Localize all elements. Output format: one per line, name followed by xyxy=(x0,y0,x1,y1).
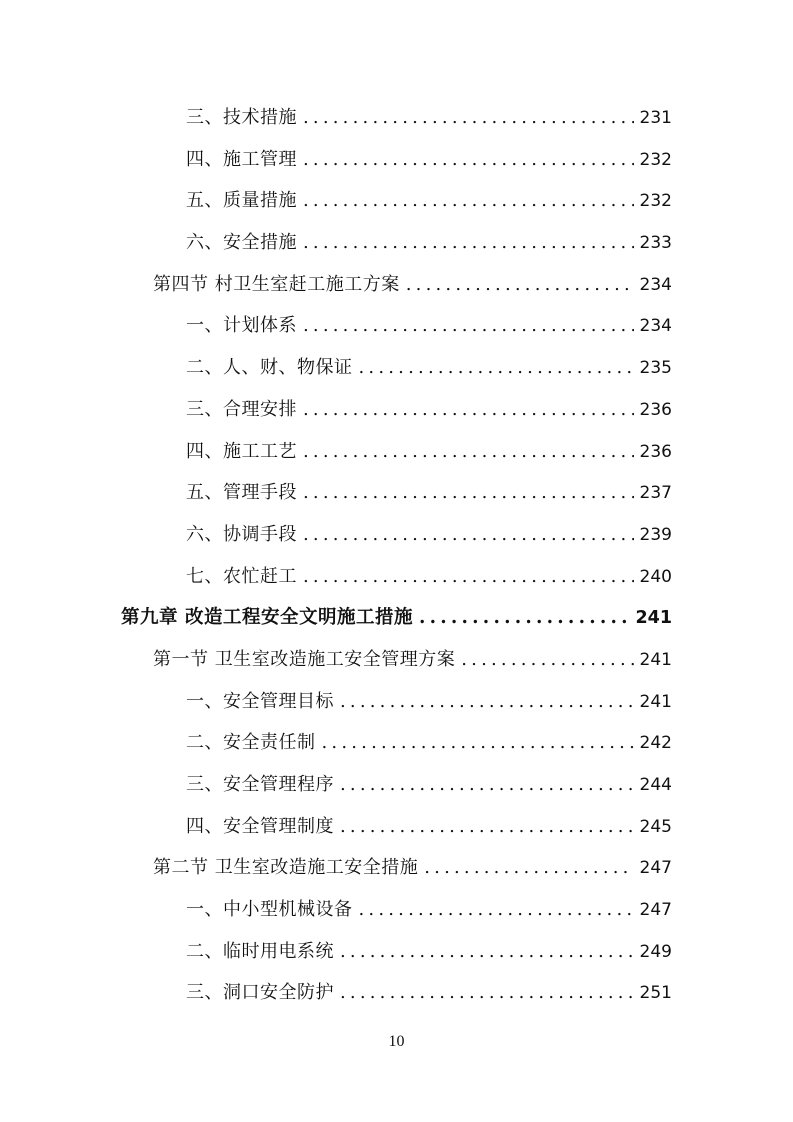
toc-dot-leader xyxy=(340,681,634,723)
toc-dot-leader xyxy=(340,764,634,806)
toc-entry[interactable] xyxy=(0,97,793,139)
toc-entry-page: 241 xyxy=(635,608,672,629)
toc-dot-leader xyxy=(303,472,634,514)
toc-entry[interactable] xyxy=(0,972,793,1014)
toc-dot-leader xyxy=(303,556,634,598)
toc-entry-label: 四、安全管理制度 xyxy=(186,815,334,837)
toc-entry-label: 四、施工管理 xyxy=(186,148,297,170)
toc-entry-page: 236 xyxy=(639,441,672,462)
toc-entry-label: 七、农忙赶工 xyxy=(186,565,297,587)
toc-entry-label: 二、安全责任制 xyxy=(186,732,316,754)
toc-entry-page: 234 xyxy=(639,274,672,295)
toc-dot-leader xyxy=(303,222,634,264)
toc-entry-label: 三、洞口安全防护 xyxy=(186,982,334,1004)
toc-entry-label: 一、安全管理目标 xyxy=(186,690,334,712)
toc-entry[interactable] xyxy=(0,139,793,181)
toc-entry[interactable] xyxy=(0,222,793,264)
toc-entry-label: 二、人、财、物保证 xyxy=(186,357,353,379)
toc-entry[interactable] xyxy=(0,472,793,514)
toc-entry[interactable] xyxy=(0,389,793,431)
toc-entry-label: 第九章 改造工程安全文明施工措施 xyxy=(121,607,413,629)
toc-entry-page: 234 xyxy=(639,316,672,337)
toc-dot-leader xyxy=(303,431,634,473)
toc-entry-page: 245 xyxy=(639,816,672,837)
toc-entry[interactable] xyxy=(0,514,793,556)
toc-entry-label: 第一节 卫生室改造施工安全管理方案 xyxy=(153,648,456,670)
toc-entry-page: 240 xyxy=(639,566,672,587)
toc-entry-page: 242 xyxy=(639,733,672,754)
toc-entry-label: 一、中小型机械设备 xyxy=(186,899,353,921)
toc-entry-label: 四、施工工艺 xyxy=(186,440,297,462)
toc-entry-page: 233 xyxy=(639,233,672,254)
toc-entry-page: 247 xyxy=(639,900,672,921)
toc-entry[interactable] xyxy=(0,889,793,931)
toc-entry[interactable] xyxy=(0,722,793,764)
toc-entry-label: 一、计划体系 xyxy=(186,315,297,337)
toc-entry-label: 二、临时用电系统 xyxy=(186,940,334,962)
toc-section-entry[interactable] xyxy=(0,264,793,306)
toc-dot-leader xyxy=(303,97,634,139)
page-number: 10 xyxy=(388,1033,405,1050)
toc-entry-page: 237 xyxy=(639,483,672,504)
table-of-contents xyxy=(0,97,793,1014)
toc-entry-page: 241 xyxy=(639,649,672,670)
toc-dot-leader xyxy=(461,639,633,681)
toc-entry-page: 247 xyxy=(639,858,672,879)
toc-entry-page: 232 xyxy=(639,149,672,170)
toc-dot-leader xyxy=(303,305,634,347)
toc-entry[interactable] xyxy=(0,764,793,806)
toc-entry-label: 三、安全管理程序 xyxy=(186,774,334,795)
toc-entry-label: 三、技术措施 xyxy=(186,107,297,128)
toc-entry-page: 231 xyxy=(639,108,672,128)
toc-entry-label: 第二节 卫生室改造施工安全措施 xyxy=(153,857,419,879)
toc-section-entry[interactable] xyxy=(0,639,793,681)
toc-entry[interactable] xyxy=(0,431,793,473)
toc-entry[interactable] xyxy=(0,180,793,222)
toc-entry-page: 232 xyxy=(639,191,672,212)
toc-dot-leader xyxy=(340,972,634,1014)
toc-entry[interactable] xyxy=(0,681,793,723)
toc-entry-label: 五、质量措施 xyxy=(186,190,297,212)
toc-entry[interactable] xyxy=(0,806,793,848)
toc-dot-leader xyxy=(303,389,634,431)
toc-dot-leader xyxy=(424,847,633,889)
toc-dot-leader xyxy=(322,722,634,764)
toc-dot-leader xyxy=(359,347,634,389)
toc-entry-page: 239 xyxy=(639,524,672,545)
toc-dot-leader xyxy=(419,597,630,639)
toc-dot-leader xyxy=(303,180,634,222)
toc-entry[interactable] xyxy=(0,556,793,598)
toc-entry-label: 第四节 村卫生室赶工施工方案 xyxy=(153,273,400,295)
toc-entry-page: 235 xyxy=(639,358,672,379)
toc-dot-leader xyxy=(340,931,634,973)
toc-entry-page: 236 xyxy=(639,399,672,420)
toc-dot-leader xyxy=(303,139,634,181)
toc-entry-page: 244 xyxy=(639,775,672,795)
toc-entry-label: 六、安全措施 xyxy=(186,232,297,254)
toc-entry-page: 241 xyxy=(639,691,672,712)
toc-section-entry[interactable] xyxy=(0,847,793,889)
toc-entry[interactable] xyxy=(0,347,793,389)
toc-dot-leader xyxy=(303,514,634,556)
toc-dot-leader xyxy=(406,264,634,306)
toc-dot-leader xyxy=(340,806,634,848)
toc-entry-page: 249 xyxy=(639,941,672,962)
toc-dot-leader xyxy=(359,889,634,931)
toc-entry-label: 六、协调手段 xyxy=(186,523,297,545)
toc-entry-page: 251 xyxy=(639,983,672,1004)
toc-entry-label: 三、合理安排 xyxy=(186,398,297,420)
toc-entry[interactable] xyxy=(0,305,793,347)
toc-entry-label: 五、管理手段 xyxy=(186,482,297,504)
toc-chapter-entry[interactable] xyxy=(0,597,793,639)
toc-entry[interactable] xyxy=(0,931,793,973)
